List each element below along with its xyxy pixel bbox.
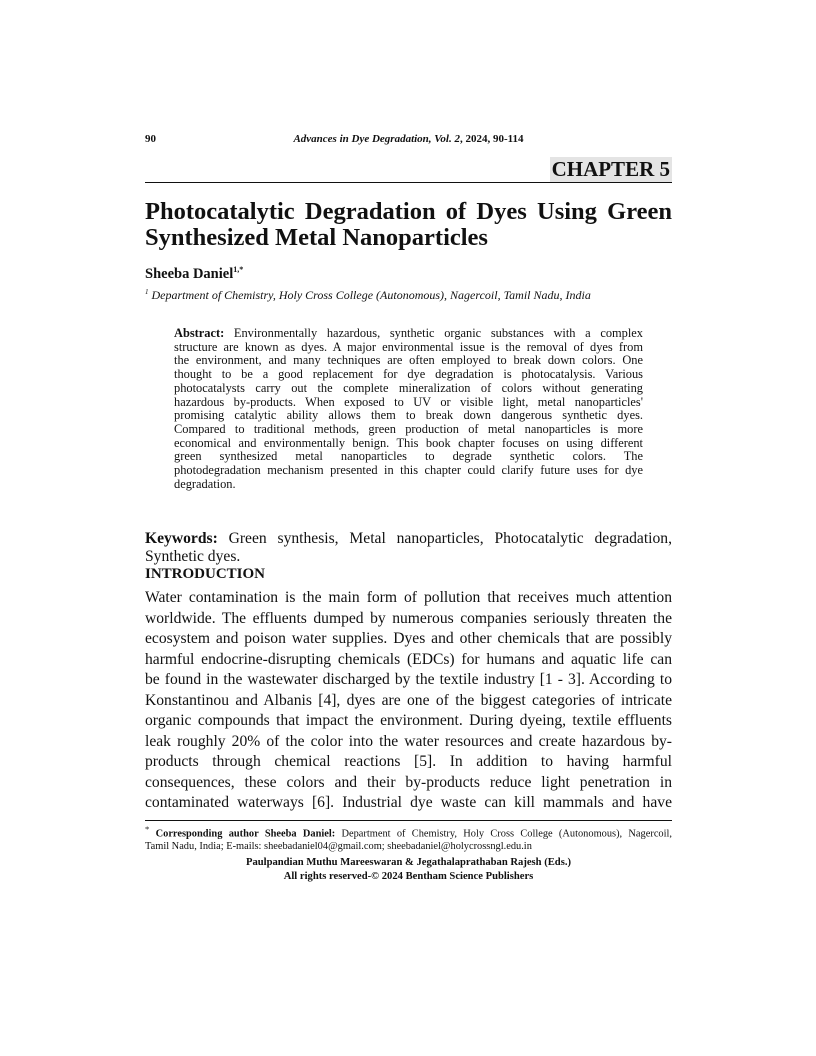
keywords-line: Synthetic dyes. [145,548,241,565]
paragraph-line: contaminated waterways [6]. Industrial dye waste can kill mammals and have [145,794,672,811]
journal-volume: 2 [454,133,460,145]
title-line: Synthesized Metal Nanoparticles [145,224,488,251]
abstract-line: economical and environmentally benign. This book chapter focuses on using different [174,435,643,450]
publisher-info [145,856,672,884]
copyright: All rights reserved-© 2024 Bentham Science Publishers [283,871,534,882]
abstract-text: Environmentally hazardous, synthetic organic substances with a complex [224,326,643,340]
chapter-title [145,199,672,251]
keywords-line [145,530,672,548]
abstract-line: structure are known as dyes. A major environmental issue is the removal of dyes from [174,339,643,354]
author-sup: 1,* [233,265,244,274]
abstract-line: green synthesized metal nanoparticles to degrade synthetic colors. The [174,449,643,464]
abstract-line: the environment, and many techniques are often employed to break down colors. One [174,353,643,368]
abstract-line: degradation. [174,476,236,491]
running-header [145,132,672,146]
footnote-label: Corresponding author Sheeba Daniel: [149,828,336,840]
footnote-line [145,823,672,840]
abstract-line [174,327,643,341]
keywords-text: Green synthesis, Metal nanoparticles, Photocatalytic degradation, [217,530,672,547]
paragraph-line: be found in the wastewater discharged by the textile industry [1 - 3]. According to [145,671,672,688]
page-number: 90 [145,133,156,145]
keywords-label: Keywords: [145,530,218,547]
abstract-line: Compared to traditional methods, green production of metal nanoparticles is more [174,421,643,436]
footnote [145,823,672,853]
journal-year-pages: , 2024, 90-114 [459,133,524,145]
abstract-label: Abstract: [174,326,225,340]
journal-name: Advances in Dye Degradation, Vol. [293,133,455,145]
footnote-line: Tamil Nadu, India; E-mails: sheebadaniel04@gmail.com; sheebadaniel@holycrossngl.edu.in [145,841,532,853]
paragraph-line: worldwide. The effluents dumped by numerous companies seriously threaten the [145,609,672,627]
footnote-rule [145,820,672,821]
paragraph-line: Water contamination is the main form of pollution that receives much attention [145,589,672,606]
footnote-text: Department of Chemistry, Holy Cross College (Autonomous), Nagercoil, [335,828,672,840]
paragraph-line: Konstantinou and Albanis [4], dyes are one of the biggest categories of intricate [145,691,672,709]
journal-citation [205,132,612,146]
abstract-line: photocatalysts carry out the complete mineralization of colors without generating [174,380,643,395]
paragraph-line: products through chemical reactions [5]. In addition to having harmful [145,753,672,770]
keywords [145,530,672,566]
paragraph-line: ecosystem and poison water supplies. Dyes and other chemicals that are possibly [145,630,672,647]
affiliation-text: Department of Chemistry, Holy Cross College (Autonomous), Nagercoil, Tamil Nadu, India [148,288,591,302]
editors: Paulpandian Muthu Mareeswaran & Jegathalaprathaban Rajesh (Eds.) [245,857,571,868]
abstract-line: hazardous by-products. When exposed to UV or visible light, metal nanoparticles' [174,394,643,409]
chapter-label: CHAPTER 5 [551,157,670,181]
abstract-line: thought to be a good replacement for dye degradation is photocatalysis. Various [174,367,643,382]
abstract-line: photodegradation mechanism presented in this chapter could clarify future uses for dye [174,463,643,478]
title-line: Photocatalytic Degradation of Dyes Using Green [145,198,672,225]
paragraph-line: leak roughly 20% of the color into the water resources and create hazardous by- [145,732,672,750]
affiliation [145,285,591,303]
author-name: Sheeba Daniel [145,265,234,282]
introduction-body [145,588,672,814]
abstract [174,327,643,491]
author [145,261,243,283]
abstract-line: promising catalytic ability allows them to break down dangerous synthetic dyes. [174,408,643,423]
affiliation-sup: 1 [145,288,149,296]
section-heading: INTRODUCTION [145,566,266,582]
footnote-sup: * [145,824,150,834]
header-rule [145,182,672,183]
paragraph-line: harmful endocrine-disrupting chemicals (EDCs) for humans and aquatic life can [145,650,672,668]
paragraph-line: consequences, these colors and their by-products reduce light penetration in [145,773,672,791]
paragraph-line: organic compounds that impact the environment. During dyeing, textile effluents [145,712,672,729]
